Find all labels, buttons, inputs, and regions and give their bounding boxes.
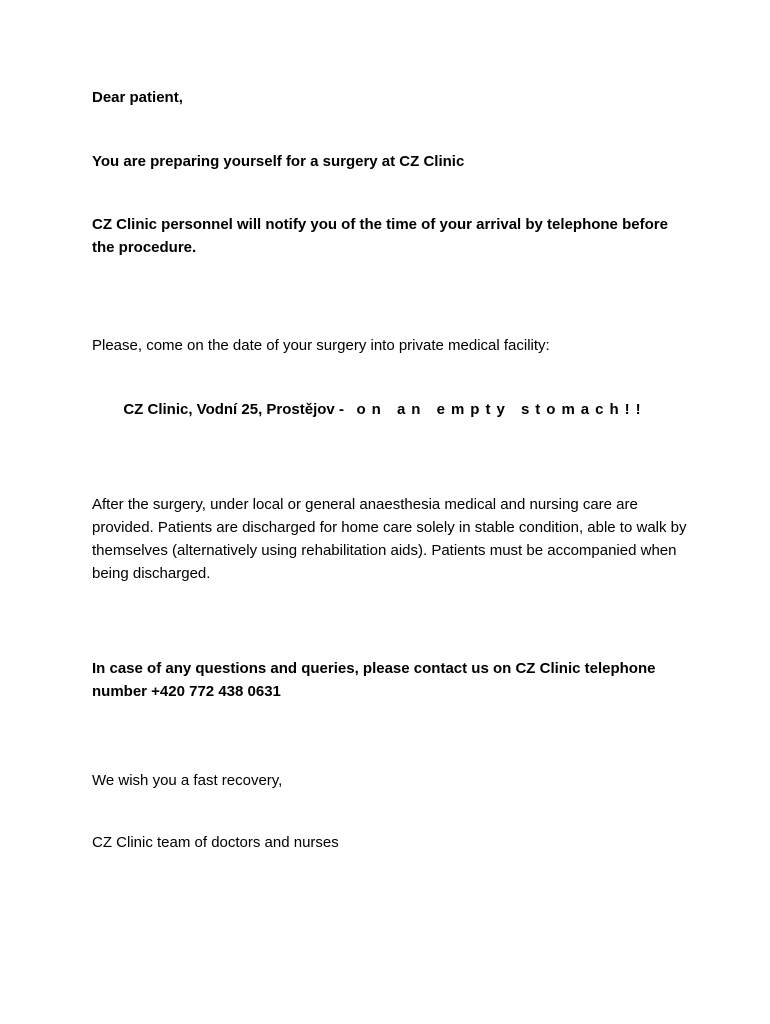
closing-wish: We wish you a fast recovery, <box>92 772 283 789</box>
fasting-warning: on an empty stomach!! <box>356 401 647 418</box>
clinic-address-line <box>0 398 770 421</box>
contact-info: In case of any questions and queries, please contact us on CZ Clinic telephone number +420 772 438 0631 <box>92 660 656 700</box>
greeting: Dear patient, <box>92 89 183 106</box>
signature: CZ Clinic team of doctors and nurses <box>92 834 339 851</box>
intro-heading: You are preparing yourself for a surgery at CZ Clinic <box>92 153 465 170</box>
clinic-address: CZ Clinic, Vodní 25, Prostějov - <box>123 401 344 418</box>
arrival-instruction: Please, come on the date of your surgery into private medical facility: <box>92 337 550 354</box>
arrival-notice: CZ Clinic personnel will notify you of the time of your arrival by telephone before the procedure. <box>92 216 668 256</box>
aftercare-info: After the surgery, under local or general anaesthesia medical and nursing care are provided. Patients are discharged for home care solely in stable condition, able to walk by themselves (alternatively using rehabilitation aids). Patients must be accompanied when being discharged. <box>92 496 687 582</box>
